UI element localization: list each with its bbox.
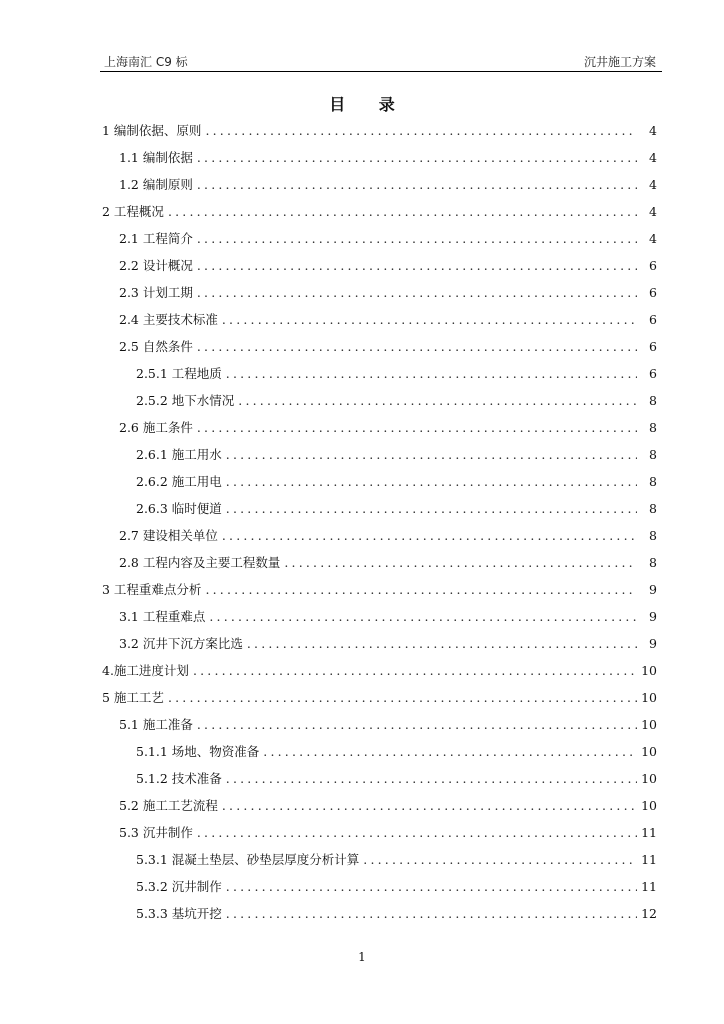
toc-entry[interactable]: [102, 576, 657, 603]
toc-dot-leader: [263, 738, 637, 765]
toc-entry[interactable]: [102, 603, 657, 630]
toc-dot-leader: [197, 333, 637, 360]
toc-entry[interactable]: [102, 738, 657, 765]
toc-dot-leader: [247, 630, 637, 657]
toc-entry-label: 1 编制依据、原则: [102, 123, 202, 138]
toc-entry-label: 5.1 施工准备: [119, 717, 193, 732]
toc-entry-page: 4: [649, 150, 657, 165]
toc-entry-page: 10: [641, 717, 657, 732]
toc-entry-page: 11: [641, 852, 657, 867]
toc-entry-page: 10: [641, 771, 657, 786]
toc-entry-label: 2.6 施工条件: [119, 420, 193, 435]
toc-dot-leader: [209, 603, 637, 630]
toc-entry-label: 3.2 沉井下沉方案比选: [119, 636, 243, 651]
toc-entry-label: 2.6.1 施工用水: [136, 447, 222, 462]
toc-entry-page: 11: [641, 825, 657, 840]
toc-entry-page: 9: [649, 609, 657, 624]
toc-entry-label: 3.1 工程重难点: [119, 609, 206, 624]
toc-entry-label: 5.3 沉井制作: [119, 825, 193, 840]
toc-entry-label: 2.6.3 临时便道: [136, 501, 222, 516]
toc-entry-label: 2.3 计划工期: [119, 285, 193, 300]
toc-entry-page: 8: [649, 528, 657, 543]
toc-dot-leader: [226, 900, 637, 927]
toc-entry[interactable]: [102, 171, 657, 198]
toc-entry-label: 5.3.3 基坑开挖: [136, 906, 222, 921]
toc-entry-label: 4.施工进度计划: [102, 663, 189, 678]
toc-entry[interactable]: [102, 819, 657, 846]
toc-entry[interactable]: [102, 549, 657, 576]
toc-entry-label: 5.3.1 混凝土垫层、砂垫层厚度分析计算: [136, 852, 360, 867]
toc-entry-page: 12: [641, 906, 657, 921]
toc-entry-page: 11: [641, 879, 657, 894]
toc-entry-label: 2.7 建设相关单位: [119, 528, 218, 543]
toc-entry-label: 5 施工工艺: [102, 690, 164, 705]
toc-entry-label: 2.2 设计概况: [119, 258, 193, 273]
toc-entry-label: 2.8 工程内容及主要工程数量: [119, 555, 281, 570]
toc-entry-label: 2.6.2 施工用电: [136, 474, 222, 489]
toc-entry[interactable]: [102, 846, 657, 873]
toc-dot-leader: [205, 576, 637, 603]
toc-dot-leader: [197, 252, 637, 279]
toc-dot-leader: [363, 846, 637, 873]
toc-dot-leader: [197, 711, 637, 738]
header-project-name: 上海南汇 C9 标: [104, 55, 188, 69]
toc-entry-page: 6: [649, 312, 657, 327]
toc-dot-leader: [197, 171, 637, 198]
toc-entry[interactable]: [102, 684, 657, 711]
toc-entry-page: 8: [649, 501, 657, 516]
header-rule: [100, 71, 662, 72]
toc-dot-leader: [205, 117, 637, 144]
toc-entry-page: 4: [649, 231, 657, 246]
toc-entry[interactable]: [102, 468, 657, 495]
toc-entry-label: 1.2 编制原则: [119, 177, 193, 192]
toc-dot-leader: [168, 684, 637, 711]
toc-dot-leader: [226, 873, 637, 900]
toc-entry-page: 6: [649, 339, 657, 354]
toc-entry-label: 2.5 自然条件: [119, 339, 193, 354]
toc-entry-page: 8: [649, 393, 657, 408]
toc-entry-page: 4: [649, 204, 657, 219]
toc-entry-label: 3 工程重难点分析: [102, 582, 202, 597]
toc-entry[interactable]: [102, 792, 657, 819]
toc-entry[interactable]: [102, 387, 657, 414]
toc-dot-leader: [226, 468, 637, 495]
toc-entry[interactable]: [102, 765, 657, 792]
toc-dot-leader: [168, 198, 637, 225]
table-of-contents: [102, 117, 657, 927]
toc-entry-page: 10: [641, 663, 657, 678]
toc-dot-leader: [238, 387, 637, 414]
header-document-title: 沉井施工方案: [583, 55, 656, 69]
toc-entry[interactable]: [102, 225, 657, 252]
toc-entry-page: 9: [649, 582, 657, 597]
page-number: 1: [358, 950, 366, 964]
toc-entry-label: 2.5.2 地下水情况: [136, 393, 235, 408]
toc-entry-page: 8: [649, 555, 657, 570]
toc-entry-label: 2.5.1 工程地质: [136, 366, 222, 381]
toc-entry-label: 2.1 工程简介: [119, 231, 193, 246]
toc-entry[interactable]: [102, 144, 657, 171]
toc-entry[interactable]: [102, 306, 657, 333]
toc-title: 目 录: [329, 95, 409, 114]
toc-dot-leader: [222, 306, 637, 333]
toc-entry[interactable]: [102, 279, 657, 306]
toc-entry-page: 10: [641, 690, 657, 705]
toc-entry-page: 6: [649, 285, 657, 300]
toc-entry-page: 8: [649, 474, 657, 489]
toc-entry[interactable]: [102, 441, 657, 468]
toc-entry[interactable]: [102, 711, 657, 738]
toc-dot-leader: [197, 144, 637, 171]
toc-dot-leader: [197, 414, 637, 441]
toc-dot-leader: [222, 522, 637, 549]
toc-entry-label: 2.4 主要技术标准: [119, 312, 218, 327]
toc-entry-page: 9: [649, 636, 657, 651]
toc-dot-leader: [226, 495, 637, 522]
toc-dot-leader: [226, 765, 637, 792]
toc-entry[interactable]: [102, 252, 657, 279]
toc-entry[interactable]: [102, 333, 657, 360]
toc-dot-leader: [197, 819, 637, 846]
toc-dot-leader: [222, 792, 637, 819]
toc-dot-leader: [226, 360, 637, 387]
toc-entry-label: 5.1.2 技术准备: [136, 771, 222, 786]
toc-entry-page: 4: [649, 123, 657, 138]
toc-entry-label: 5.3.2 沉井制作: [136, 879, 222, 894]
toc-dot-leader: [226, 441, 637, 468]
toc-entry[interactable]: [102, 198, 657, 225]
toc-entry-label: 2 工程概况: [102, 204, 164, 219]
toc-entry-label: 5.2 施工工艺流程: [119, 798, 218, 813]
toc-entry[interactable]: [102, 630, 657, 657]
toc-entry[interactable]: [102, 414, 657, 441]
toc-dot-leader: [197, 279, 637, 306]
toc-entry-page: 6: [649, 366, 657, 381]
toc-entry-page: 6: [649, 258, 657, 273]
toc-entry[interactable]: [102, 522, 657, 549]
toc-entry[interactable]: [102, 900, 657, 927]
toc-entry[interactable]: [102, 873, 657, 900]
toc-dot-leader: [284, 549, 637, 576]
toc-entry-label: 5.1.1 场地、物资准备: [136, 744, 260, 759]
toc-entry[interactable]: [102, 495, 657, 522]
toc-dot-leader: [193, 657, 637, 684]
toc-entry-page: 4: [649, 177, 657, 192]
toc-entry[interactable]: [102, 117, 657, 144]
toc-entry[interactable]: [102, 657, 657, 684]
toc-entry-label: 1.1 编制依据: [119, 150, 193, 165]
toc-entry[interactable]: [102, 360, 657, 387]
toc-entry-page: 8: [649, 420, 657, 435]
toc-entry-page: 10: [641, 798, 657, 813]
toc-entry-page: 8: [649, 447, 657, 462]
toc-entry-page: 10: [641, 744, 657, 759]
toc-dot-leader: [197, 225, 637, 252]
